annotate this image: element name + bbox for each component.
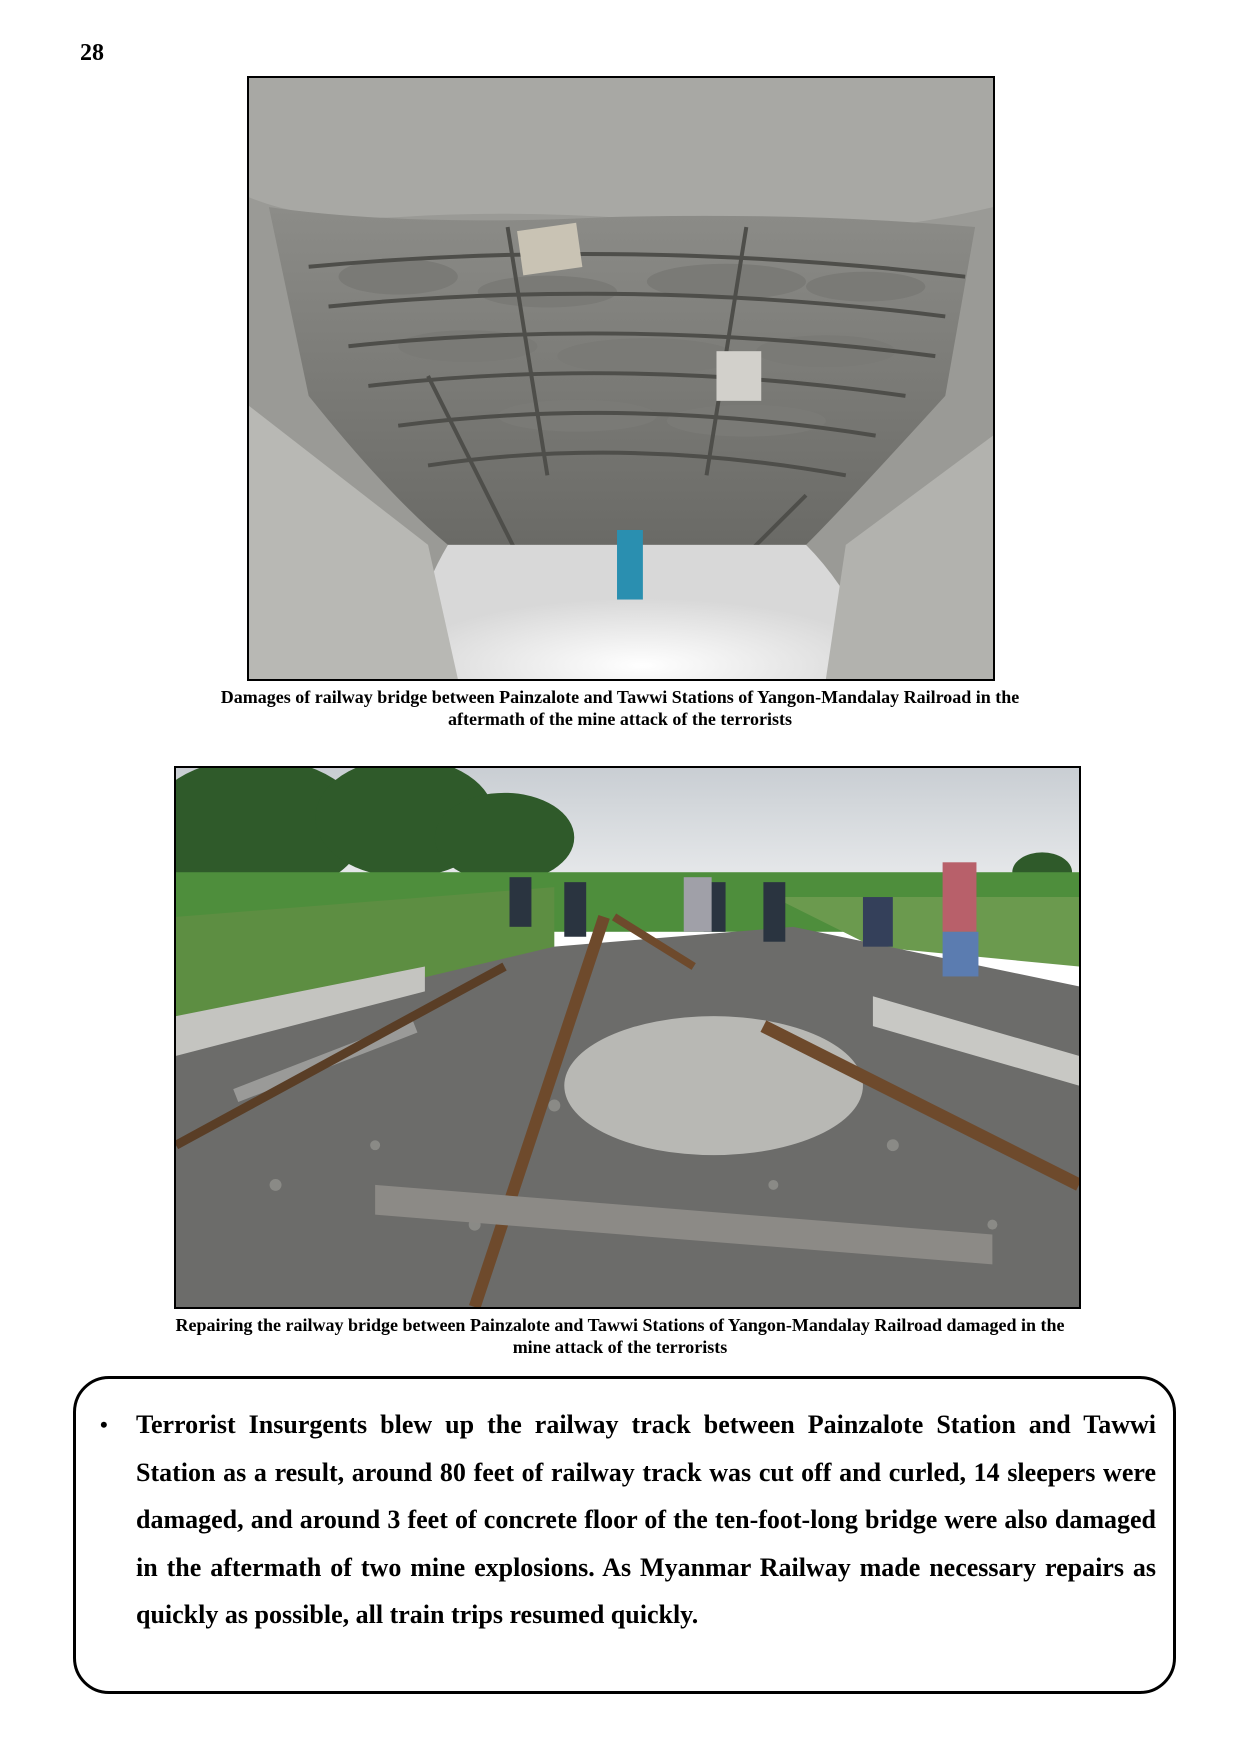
caption-line: Damages of railway bridge between Painzalote and Tawwi Stations of Yangon-Mandalay Railroad in the [220, 687, 1020, 707]
summary-text: Terrorist Insurgents blew up the railway track between Painzalote Station and Tawwi Station as a result, around 80 feet of railway track was cut off and curled, 14 sleepers were damaged, and around 3 feet of concrete floor of the ten-foot-long bridge were also damaged in the aftermath of two mine explosions. As Myanmar Railway made necessary repairs as quickly as possible, all train trips resumed quickly. [136, 1410, 1156, 1629]
caption-line: Repairing the railway bridge between Painzalote and Tawwi Stations of Yangon-Mandalay Railroad damaged in the [175, 1315, 1065, 1335]
caption-line: mine attack of the terrorists [512, 1337, 728, 1357]
figure-caption [80, 686, 1160, 730]
bullet-icon: • [100, 1412, 108, 1437]
track-repair-photo [174, 766, 1081, 1309]
page-number: 28 [80, 40, 104, 66]
caption-line: aftermath of the mine attack of the terrorists [447, 709, 793, 729]
figure-caption [80, 1314, 1160, 1358]
bridge-damage-photo [247, 76, 995, 681]
list-item [100, 1401, 1156, 1639]
summary-box [73, 1376, 1176, 1694]
